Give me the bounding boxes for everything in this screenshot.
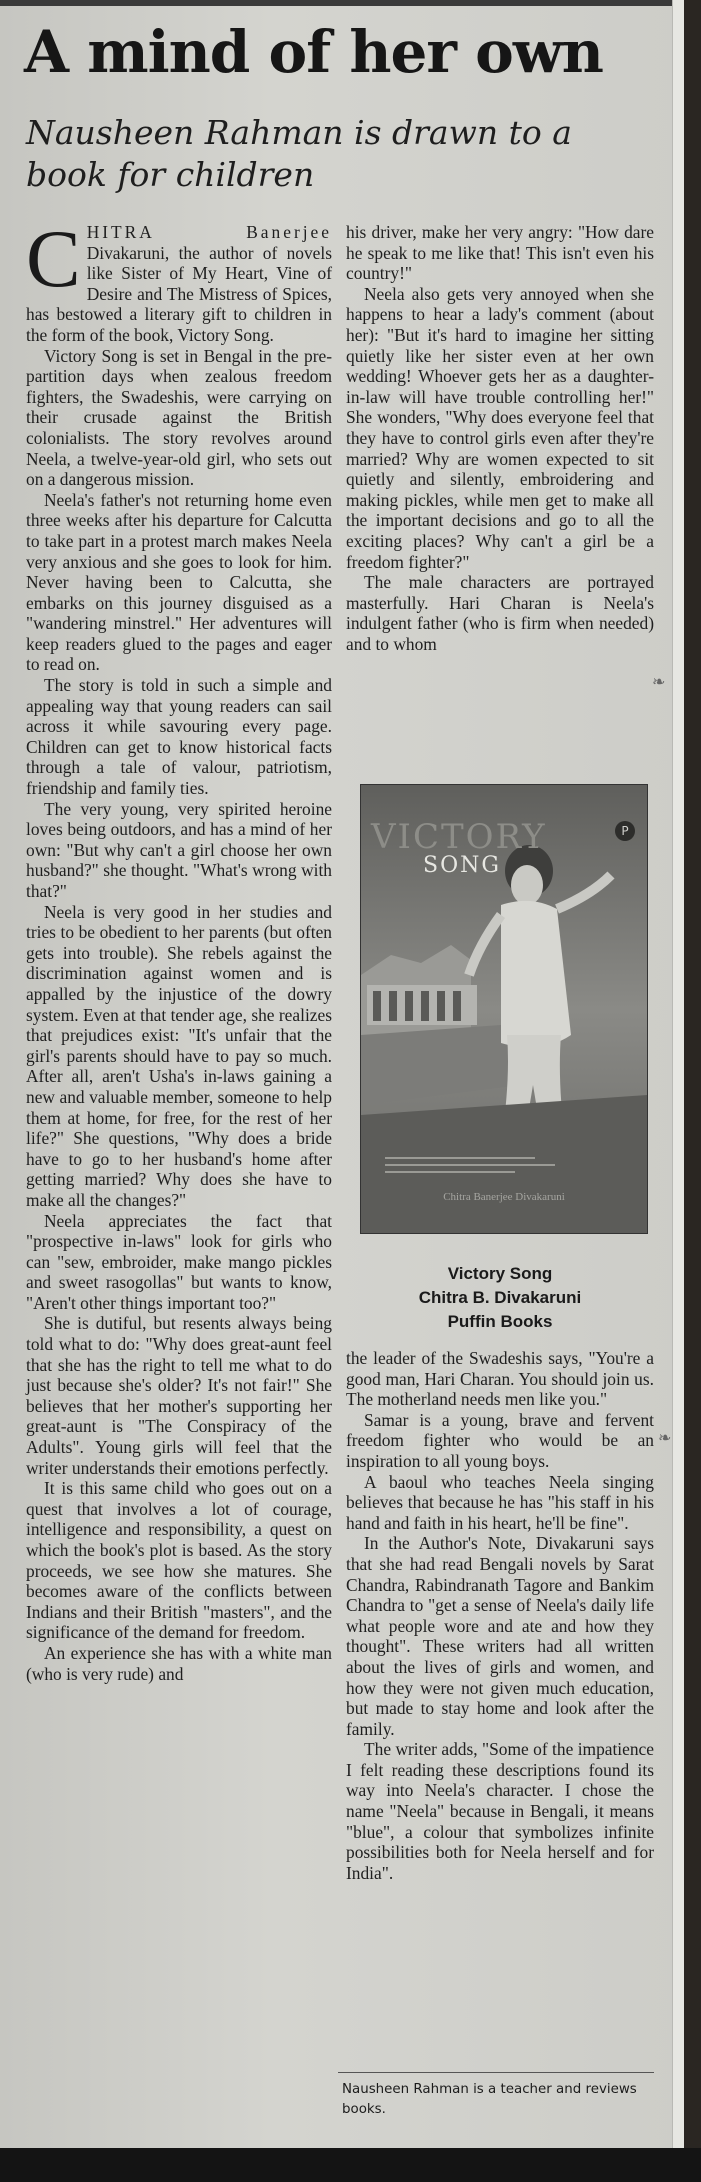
- top-rule: [0, 0, 684, 6]
- book-cover-image: [360, 784, 648, 1234]
- bio-divider: [338, 2072, 654, 2073]
- paragraph: Samar is a young, brave and fervent freedom fighter who would be an inspiration to all young boys.: [346, 1409, 654, 1471]
- page-edge: [684, 0, 701, 2182]
- cover-blurb-lines: [385, 1157, 555, 1178]
- paragraph: Neela is very good in her studies and tries to be obedient to her parents (but often gets into trouble). She rebels against the discrimination against women and is appalled by the injustice of the dowry system. Even at that tender age, she realizes that prejudices exist: "It's unfair that the girl's parents should have to pay so much. After all, aren't Usha's in-laws gaining a new and valuable member, someone to help them at home, for free, for the rest of her life?" She questions, "Why does a bride have to go to her husband's home after getting married? Why does she have to make all the changes?": [26, 901, 332, 1210]
- caption-publisher: Puffin Books: [447, 1312, 553, 1331]
- cover-title: VICTORY: [371, 817, 547, 857]
- publisher-logo-icon: P: [615, 821, 635, 841]
- author-bio: Nausheen Rahman is a teacher and reviews books.: [342, 2082, 637, 2117]
- caption-author: Chitra B. Divakaruni: [418, 1288, 582, 1307]
- dropcap: C: [26, 213, 81, 304]
- caption-title: Victory Song: [447, 1264, 553, 1283]
- lead-smallcaps: HITRA Banerjee: [86, 222, 332, 242]
- paragraph: his driver, make her very angry: "How dare he speak to me like that! This isn't even his country!": [346, 222, 654, 284]
- paragraph: Victory Song is set in Bengal in the pre-partition days when zealous freedom fighters, the Swadeshis, were carrying on their crusade against the British colonialists. The story revolves around Neela, a twelve-year-old girl, who sets out on a dangerous mission.: [26, 345, 332, 490]
- paragraph: The story is told in such a simple and appealing way that young readers can sail across it while savouring every page. Children can get to know historical facts through a tale of valour, patriotism, friendship and family ties.: [26, 675, 332, 799]
- paragraph: An experience she has with a white man (who is very rude) and: [26, 1642, 332, 1684]
- paragraph: She is dutiful, but resents always being told what to do: "Why does great-aunt feel that she has the right to tell me what to do just because she's older? It's not fair!" She believes that her mother's supporting her great-aunt is "The Conspiracy of the Adults". Young girls will feel that the writer understands their emotions perfectly.: [26, 1313, 332, 1478]
- paragraph: Neela appreciates the fact that "prospective in-laws" look for girls who can "sew, embroider, make mango pickles and sweet rasogollas" but wants to know, "Aren't other things important too?": [26, 1210, 332, 1313]
- column-3: [346, 1348, 654, 1883]
- cover-author: Chitra Banerjee Divakaruni: [443, 1191, 565, 1203]
- paragraph: Neela also gets very annoyed when she happens to hear a lady's comment (about her): "But it's hard to imagine her sitting quietly like her sister even at her own wedding! Whoever gets her as a daughter-in-law will have trouble controlling her!" She wonders, "Why does everyone feel that they have to control girls even after they're married? Why are women expected to sit quietly and silently, embroidering and making pickles, while men get to make all the important decisions and go to all the exciting places? Why can't a girl be a freedom fighter?": [346, 283, 654, 572]
- paragraph: A baoul who teaches Neela singing believes that because he has "his staff in his hand and faith in his heart, he'll be fine".: [346, 1471, 654, 1533]
- book-caption: [346, 1262, 654, 1334]
- headline: A mind of her own: [24, 18, 603, 86]
- paragraph-text: Divakaruni, the author of novels like Sister of My Heart, Vine of Desire and The Mistress of Spices, has bestowed a literary gift to children in the form of the book, Victory Song.: [26, 242, 332, 345]
- margin-mark-icon: ❧: [652, 672, 666, 691]
- paragraph: the leader of the Swadeshis says, "You're a good man, Hari Charan. You should join us. The motherland needs men like you.": [346, 1348, 654, 1410]
- paragraph: The male characters are portrayed masterfully. Hari Charan is Neela's indulgent father (who is firm when needed) and to whom: [346, 572, 654, 654]
- column-2: [346, 222, 654, 654]
- lead-paragraph: [26, 213, 332, 346]
- paragraph: In the Author's Note, Divakaruni says that she had read Bengali novels by Sarat Chandra, Rabindranath Tagore and Bankim Chandra to "get a sense of Neela's daily life what people wore and ate and how they thought". These writers had all written about the lives of girls and women, and how they were not given much education, but made to stay home and look after the family.: [346, 1533, 654, 1739]
- margin-mark-icon: ❧: [658, 1428, 672, 1447]
- cover-subtitle: SONG: [423, 853, 501, 878]
- paragraph: The very young, very spirited heroine loves being outdoors, and has a mind of her own: "But why can't a girl choose her own husband?" she thought. "What's wrong with that?": [26, 798, 332, 901]
- subheadline: Nausheen Rahman is drawn to a book for children: [26, 113, 572, 194]
- column-1: [26, 213, 332, 1684]
- bottom-edge: [0, 2148, 701, 2182]
- paragraph: It is this same child who goes out on a quest that involves a lot of courage, intelligence and responsibility, a quest on which the book's plot is based. As the story proceeds, we see how she matures. She becomes aware of the conflicts between Indians and their British "masters", and the significance of the demand for freedom.: [26, 1478, 332, 1643]
- paragraph: Neela's father's not returning home even three weeks after his departure for Calcutta to take part in a protest march makes Neela very anxious and she goes to look for him. Never having been to Calcutta, she embarks on this journey disguised as a "wandering minstrel." Her adventures will keep readers glued to the pages and eager to read on.: [26, 489, 332, 675]
- paragraph: The writer adds, "Some of the impatience I felt reading these descriptions found its way into Neela's character. I chose the name "Neela" because in Bengali, it means "blue", a colour that symbolizes infinite possibilities both for Neela herself and for India".: [346, 1739, 654, 1883]
